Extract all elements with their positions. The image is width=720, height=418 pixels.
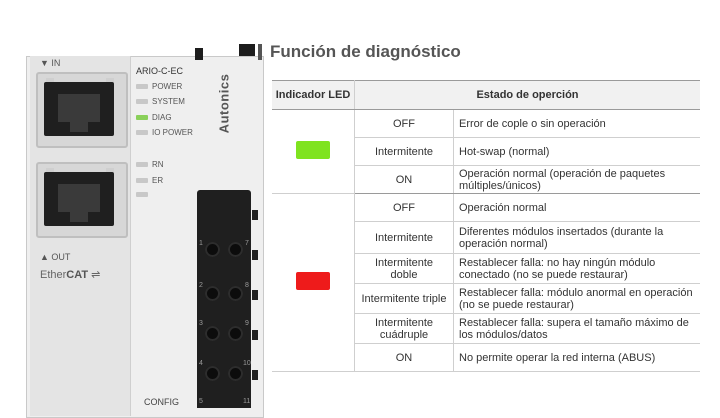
status-cell: Intermitente doble [355,254,454,284]
ethernet-port-in [36,72,128,148]
description-cell: No permite operar la red interna (ABUS) [454,344,701,372]
led-system: SYSTEM [136,97,185,106]
rj45-jack-icon [44,82,114,136]
red-led-icon [296,272,330,290]
config-label: CONFIG [144,397,179,407]
port-out-label: ▲ OUT [40,252,71,262]
description-cell: Restablecer falla: supera el tamaño máximo de los módulos/datos [454,314,701,344]
table-row [272,110,700,138]
led-diag: DIAG [136,113,172,122]
description-cell: Error de cople o sin operación [454,110,701,138]
status-cell: Intermitente [355,222,454,254]
ethercat-logo: EtherCAT ⇌ [40,269,101,281]
led-io-power: IO POWER [136,128,193,137]
led-unlabeled [136,192,148,197]
green-led-icon [296,141,330,159]
description-cell: Operación normal (operación de paquetes múltiples/únicos) [454,166,701,194]
ethernet-port-out [36,162,128,238]
status-cell: Intermitente cuádruple [355,314,454,344]
led-rn: RN [136,160,164,169]
status-cell: OFF [355,110,454,138]
led-er: ER [136,176,163,185]
led-power: POWER [136,82,182,91]
page-title: Función de diagnóstico [270,42,461,61]
description-cell: Operación normal [454,194,701,222]
description-cell: Diferentes módulos insertados (durante la operación normal) [454,222,701,254]
header-led: Indicador LED [272,81,355,110]
port-in-label: ▼ IN [40,58,61,68]
status-cell: Intermitente triple [355,284,454,314]
led-cell-red [272,194,355,372]
device-top-clips [195,44,255,62]
title-accent-bar [258,44,262,60]
table-row [272,194,700,222]
header-state: Estado de operción [355,81,701,110]
brand-logo: Autonics [216,73,232,134]
rj45-jack-icon [44,172,114,226]
status-cell: OFF [355,194,454,222]
led-cell-green [272,110,355,194]
description-cell: Restablecer falla: módulo anormal en operación (no se puede restaurar) [454,284,701,314]
description-cell: Restablecer falla: no hay ningún módulo conectado (no se puede restaurar) [454,254,701,284]
status-cell: ON [355,344,454,372]
device-model: ARIO-C-EC [136,66,183,76]
description-cell: Hot-swap (normal) [454,138,701,166]
status-cell: ON [355,166,454,194]
diagnostic-table [272,80,700,372]
device-illustration [0,0,270,408]
status-cell: Intermitente [355,138,454,166]
terminal-block: 1 7 2 8 3 9 4 10 5 11 [197,190,251,408]
